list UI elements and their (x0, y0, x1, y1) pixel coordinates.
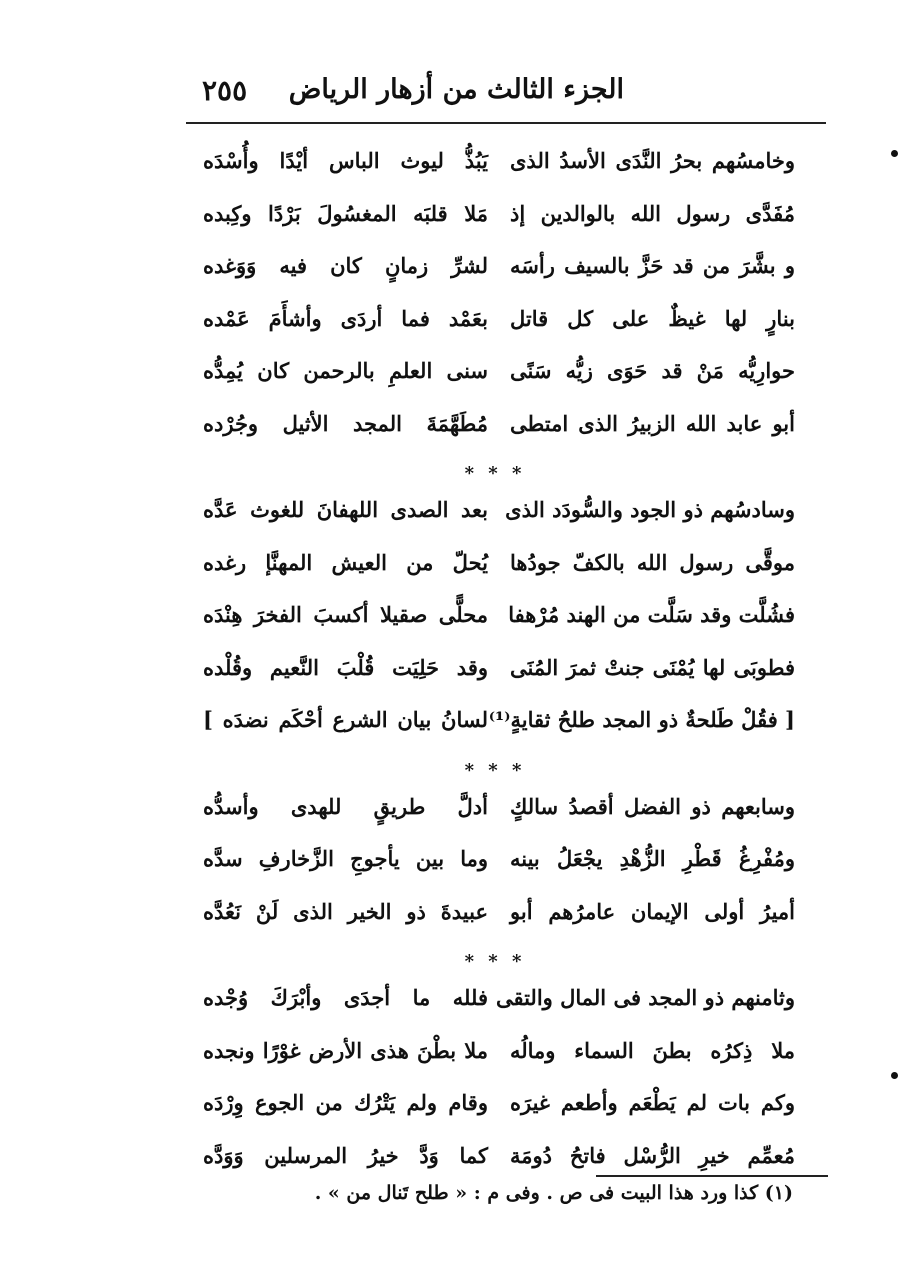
verse-first-hemistich: حوارِيُّه مَنْ قد حَوَى زيُّه سَنًى (510, 358, 795, 383)
verse-second-hemistich: كما وَدَّ خيرُ المرسلين وَوَدَّه (203, 1142, 488, 1168)
verse-second-hemistich: سنى العلمِ بالرحمن كان يُمِدُّه (203, 358, 488, 383)
verse-second-hemistich: أدلَّ طريقٍ للهدى وأسدُّه (203, 793, 488, 819)
verse-first-hemistich: وخامسُهم بحرُ النَّدَى الأسدُ الذى (510, 148, 795, 173)
verse-line (195, 895, 795, 948)
page-header (190, 70, 820, 120)
verse-second-hemistich: وقام ولم يَتْرُك من الجوع وِرْدَه (203, 1090, 488, 1115)
verse-first-hemistich: أميرُ أولى الإيمان عامرُهم أبو (510, 898, 795, 924)
verse-line (195, 407, 795, 460)
verse-second-hemistich: لشرِّ زمانٍ كان فيه وَوَغده (203, 253, 488, 278)
verse-first-hemistich: فشُلَّت وقد سَلَّت من الهند مُرْهفا (508, 602, 795, 627)
verse-first-hemistich: ومُفْرِغُ قَطْرِ الزُّهْدِ يجْعَلُ بينه (510, 846, 795, 871)
verse-first-hemistich: و بشَّرَ من قد حَزَّ بالسيف رأسَه (510, 253, 795, 278)
verse-second-hemistich: بعَمْد فما أردَى وأشأَمَ عَمْده (203, 305, 488, 331)
poem-body (195, 144, 795, 1191)
section-separator: * * * (464, 759, 526, 781)
verse-second-hemistich: عبيدةَ ذو الخير الذى لَنْ نَعُدَّه (203, 898, 488, 924)
verse-second-hemistich: وما بين يأجوجِ الزَّخارفِ سدَّه (203, 846, 488, 871)
margin-mark (891, 150, 898, 157)
verse-second-hemistich: محلًّى صقيلا أكسبَ الفخرَ هِنْدَه (203, 602, 488, 627)
verse-line (195, 598, 795, 651)
verse-line (195, 197, 795, 250)
verse-first-hemistich: فطوبَى لها يُمْنَى جنتْ ثمرَ المُنَى (510, 654, 795, 680)
verse-first-hemistich: [ فقُلْ طَلحةٌ ذو المجد طلحُ ثقايةٍ⁽¹⁾ (488, 707, 795, 732)
verse-line (195, 790, 795, 843)
verse-line (195, 703, 795, 756)
verse-line (195, 302, 795, 355)
verse-first-hemistich: مُفَدَّى رسول الله بالوالدين إذ (510, 200, 795, 226)
section-separator: * * * (464, 951, 526, 972)
verse-line (195, 1034, 795, 1087)
verse-first-hemistich: مُعمِّم خيرِ الرُّسْل فاتحُ دُومَة (510, 1142, 795, 1168)
verse-first-hemistich: وكم بات لم يَطْعَم وأطعم غيرَه (510, 1090, 795, 1115)
verse-line (195, 1086, 795, 1139)
footnote-rule (596, 1175, 828, 1177)
verse-second-hemistich: يَبُذُّ ليوث الباس أيْدًا وأُسْدَه (203, 148, 488, 173)
verse-line (195, 144, 795, 197)
verse-first-hemistich: بنارٍ لها غيظٌ على كل قاتل (510, 305, 795, 331)
page-number: ٢٥٥ (202, 74, 248, 107)
verse-second-hemistich: ملا بطْنَ هذى الأرض غوْرًا ونجده (203, 1037, 488, 1063)
margin-mark (891, 1072, 898, 1079)
verse-second-hemistich: فلله ما أجدَى وأبْرَكَ وُجْده (203, 985, 488, 1010)
verse-line (195, 981, 795, 1034)
verse-first-hemistich: ملا ذِكرُه بطنَ السماء ومالُه (510, 1037, 795, 1063)
verse-first-hemistich: وسابعهم ذو الفضل أقصدُ سالكٍ (510, 793, 795, 819)
verse-second-hemistich: يُحلّ من العيش المهنَّإ رغده (203, 549, 488, 575)
verse-second-hemistich: لسانُ بيان الشرع أحْكَم نضدَه ] (203, 707, 488, 732)
verse-line (195, 493, 795, 546)
footnote: (١) كذا ورد هذا البيت فى ص . وفى م : « طلح تَنال من » . (314, 1182, 793, 1204)
verse-line (195, 249, 795, 302)
verse-second-hemistich: مُطَهَّمَةَ المجد الأثيل وجُرْده (203, 410, 488, 436)
verse-line (195, 546, 795, 599)
verse-first-hemistich: موقَّى رسول الله بالكفّ جودُها (510, 549, 795, 575)
section-separator: * * * (464, 463, 526, 484)
running-title: الجزء الثالث من أزهار الرياض (288, 74, 624, 105)
verse-second-hemistich: مَلا قلبَه المغسُولَ بَرْدًا وكِبده (203, 200, 488, 226)
verse-second-hemistich: وقد حَلِيَت قُلْبَ النَّعيم وقُلْده (203, 654, 488, 680)
header-rule (186, 122, 826, 124)
verse-line (195, 354, 795, 407)
verse-first-hemistich: أبو عابد الله الزبيرُ الذى امتطى (510, 410, 795, 436)
verse-second-hemistich: بعد الصدى اللهفانَ للغوث عَدَّه (203, 497, 488, 522)
verse-first-hemistich: وثامنهم ذو المجد فى المال والتقى (495, 985, 795, 1010)
verse-first-hemistich: وسادسُهم ذو الجود والسُّودَد الذى (505, 497, 795, 522)
verse-line (195, 842, 795, 895)
verse-line (195, 651, 795, 704)
